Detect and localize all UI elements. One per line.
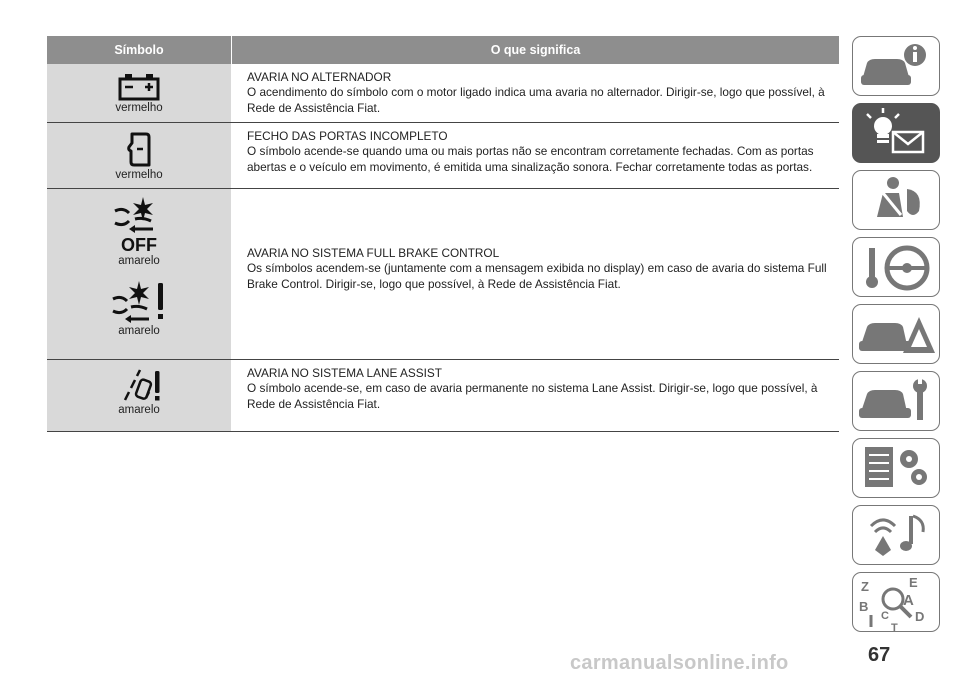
collision-warning-off-icon (109, 197, 169, 255)
table-header (47, 36, 839, 64)
collision-warning-fault-icon (109, 279, 169, 325)
lane-assist-fault-icon (113, 368, 165, 404)
header-meaning: O que significa (231, 36, 839, 64)
table-row (47, 360, 839, 432)
row-text: Os símbolos acendem-se (juntamente com a mensagem exibida no display) em caso de avaria do sistema Full Brake Control. Dirigir-se, logo que possível, à Rede de Assistência Fiat. (247, 261, 827, 291)
tab-car-info[interactable] (852, 36, 940, 96)
tab-technical-data[interactable] (852, 438, 940, 498)
battery-icon (116, 70, 162, 102)
symbol-cell (47, 123, 231, 188)
meaning-cell (231, 360, 839, 431)
car-breakdown-triangle-icon (853, 305, 940, 364)
svg-text:C: C (881, 610, 889, 622)
warning-lights-table (47, 36, 839, 432)
svg-text:Z: Z (861, 579, 869, 594)
color-label: amarelo (118, 255, 160, 267)
door-open-icon (124, 131, 154, 169)
row-text: O símbolo acende-se, em caso de avaria permanente no sistema Lane Assist. Dirigir-se, logo que possível, à Rede de Assistência Fiat. (247, 381, 818, 411)
color-label: amarelo (118, 325, 160, 337)
tab-service[interactable] (852, 371, 940, 431)
tab-starting-driving[interactable] (852, 237, 940, 297)
row-text: O símbolo acende-se quando uma ou mais portas não se encontram corretamente fechadas. Com as portas abertas e o veículo em movimento, é emitida uma sinalização sonora. Fechar corretamente todas as portas. (247, 144, 814, 174)
tab-index[interactable] (852, 572, 940, 632)
color-label: vermelho (115, 169, 163, 181)
page-number: 67 (868, 644, 891, 666)
car-info-icon (853, 37, 940, 96)
svg-text:D: D (915, 609, 925, 624)
key-steering-wheel-icon (853, 238, 940, 297)
tab-warning-lights[interactable] (852, 103, 940, 163)
svg-text:A: A (903, 592, 914, 609)
color-label: amarelo (118, 404, 160, 416)
symbol-cell (47, 360, 231, 431)
row-title: AVARIA NO ALTERNADOR (247, 70, 392, 84)
tab-safety[interactable] (852, 170, 940, 230)
row-title: FECHO DAS PORTAS INCOMPLETO (247, 129, 448, 143)
multimedia-icon (853, 506, 940, 565)
table-row (47, 123, 839, 189)
car-service-wrench-icon (853, 372, 940, 431)
seatbelt-airbag-icon (853, 171, 940, 230)
row-title: AVARIA NO SISTEMA FULL BRAKE CONTROL (247, 245, 500, 260)
svg-text:B: B (859, 599, 869, 614)
table-row (47, 64, 839, 123)
specs-gears-icon (853, 439, 940, 498)
meaning-cell (231, 123, 839, 188)
watermark: carmanualsonline.info (570, 652, 789, 674)
tab-emergency[interactable] (852, 304, 940, 364)
table-row (47, 189, 839, 360)
svg-text:OFF: OFF (121, 235, 157, 255)
meaning-cell (231, 189, 839, 359)
header-symbol: Símbolo (114, 43, 164, 57)
symbol-cell (47, 189, 231, 359)
tab-multimedia[interactable] (852, 505, 940, 565)
svg-text:T: T (891, 622, 898, 633)
warning-light-message-icon (853, 104, 940, 163)
symbol-cell (47, 64, 231, 122)
color-label: vermelho (115, 102, 163, 114)
row-title: AVARIA NO SISTEMA LANE ASSIST (247, 366, 442, 380)
svg-text:E: E (909, 575, 918, 590)
alphabetical-index-icon (853, 573, 940, 632)
row-text: O acendimento do símbolo com o motor ligado indica uma avaria no alternador. Dirigir-se, logo que possível, à Rede de Assistência Fiat. (247, 85, 825, 115)
meaning-cell (231, 64, 839, 122)
